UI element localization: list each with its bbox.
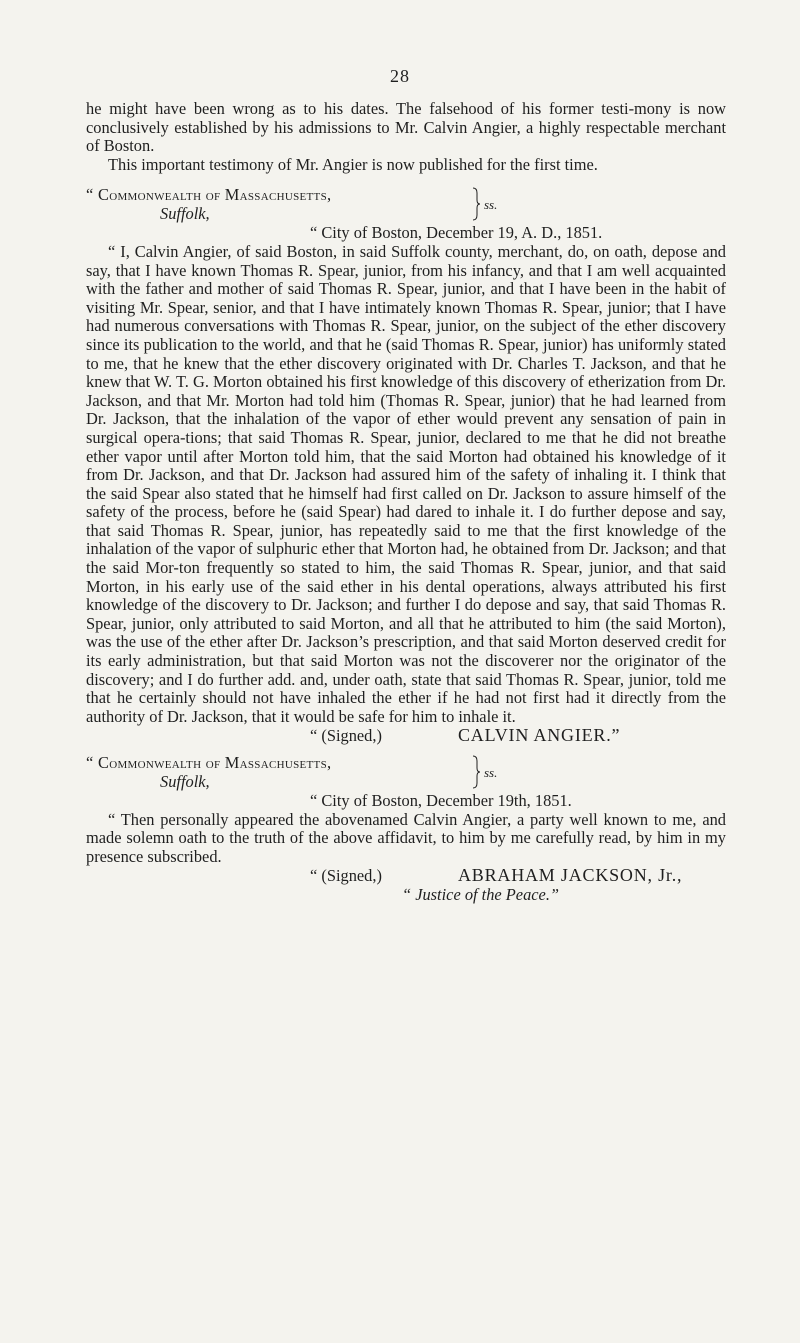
intro-paragraph: he might have been wrong as to his dates. The falsehood of his former testi-mony is now conclusively established by his admissions to Mr. Calvin Angier, a highly respectable merchant of Boston.	[86, 99, 726, 156]
venue-county: Suffolk,	[160, 772, 210, 791]
signed-label: “ (Signed,)	[310, 726, 382, 746]
venue-county: Suffolk,	[160, 204, 210, 224]
signer-name: CALVIN ANGIER.”	[458, 725, 621, 746]
brace-icon	[472, 187, 480, 221]
brace-icon	[472, 755, 480, 789]
affidavit-signature	[86, 726, 726, 746]
signed-label: “ (Signed,)	[310, 866, 382, 886]
signer-name: ABRAHAM JACKSON, Jr.,	[458, 865, 683, 886]
affidavit-body: “ I, Calvin Angier, of said Boston, in said Suffolk county, merchant, do, on oath, depose and say, that I have known Thomas R. Spear, junior, from his infancy, and that I am well acquainted with the father and mother of said Thomas R. Spear, junior, and that I have been in the habit of visiting Mr. Spear, senior, and that I have intimately known Thomas R. Spear, junior; that I have had numerous conversations with Thomas R. Spear, junior, on the subject of the ether discovery since its publication to the world, and that he (said Thomas R. Spear, junior) has uniformly stated to me, that he knew that the ether discovery originated with Dr. Charles T. Jackson, and that he knew that W. T. G. Morton obtained his first knowledge of this discovery of etherization from Dr. Jackson, and that Mr. Morton had told him (Thomas R. Spear, junior) that he had learned from Dr. Jackson, that the inhalation of the vapor of ether would prevent any sensation of pain in surgical opera-tions; that said Thomas R. Spear, junior, declared to me that he did not breathe ether vapor until after Morton told him, that the said Morton had obtained his knowledge of it from Dr. Jackson, and that Dr. Jackson had assured him of the safety of inhaling it. I think that the said Spear also stated that he himself had first called on Dr. Jackson to assure himself of the safety of the process, before he (said Spear) had dared to inhale it. I do further depose and say, that said Thomas R. Spear, junior, has repeatedly said to me that the first knowledge of the inhalation of the vapor of sulphuric ether that Morton had, he obtained from Dr. Jackson; and that the said Mor-ton frequently so stated to him, the said Thomas R. Spear, junior, and that said Morton, in his early use of the said ether in his dental operations, always attributed his first knowledge of the discovery to Dr. Jackson; and further I do depose and say, that said Thomas R. Spear, junior, only attributed to said Morton, and all that he attributed to him (the said Morton), was the use of the ether after Dr. Jackson’s prescription, and that said Morton deserved credit for its early administration, but that said Morton was not the discoverer nor the originator of the discovery; and I do further add. and, under oath, state that said Thomas R. Spear, junior, told me that he certainly should not have inhaled the ether if he had not first had it directly from the authority of Dr. Jackson, that it would be safe for him to inhale it.	[86, 241, 726, 726]
venue-commonwealth: “ Commonwealth of Massachusetts,	[86, 753, 332, 772]
intro-paragraph-2: This important testimony of Mr. Angier is now published for the first time.	[108, 154, 598, 174]
body-text	[86, 100, 726, 905]
justice-title: “ Justice of the Peace.”	[402, 884, 560, 904]
jurat-signature	[86, 866, 726, 886]
page-number: 28	[390, 66, 410, 86]
jurat-venue	[86, 754, 726, 792]
venue-ss: ss.	[484, 765, 498, 780]
affidavit-dateline: “ City of Boston, December 19, A. D., 1851.	[310, 223, 603, 243]
jurat-body: “ Then personally appeared the abovenamed Calvin Angier, a party well known to me, and made solemn oath to the truth of the above affidavit, to him by me carefully read, by him in my presence subscribed.	[86, 809, 726, 866]
venue-commonwealth: “ Commonwealth of Massachusetts,	[86, 185, 332, 205]
venue-ss: ss.	[484, 197, 498, 213]
affidavit-venue	[86, 186, 726, 224]
jurat-dateline: “ City of Boston, December 19th, 1851.	[310, 791, 572, 810]
